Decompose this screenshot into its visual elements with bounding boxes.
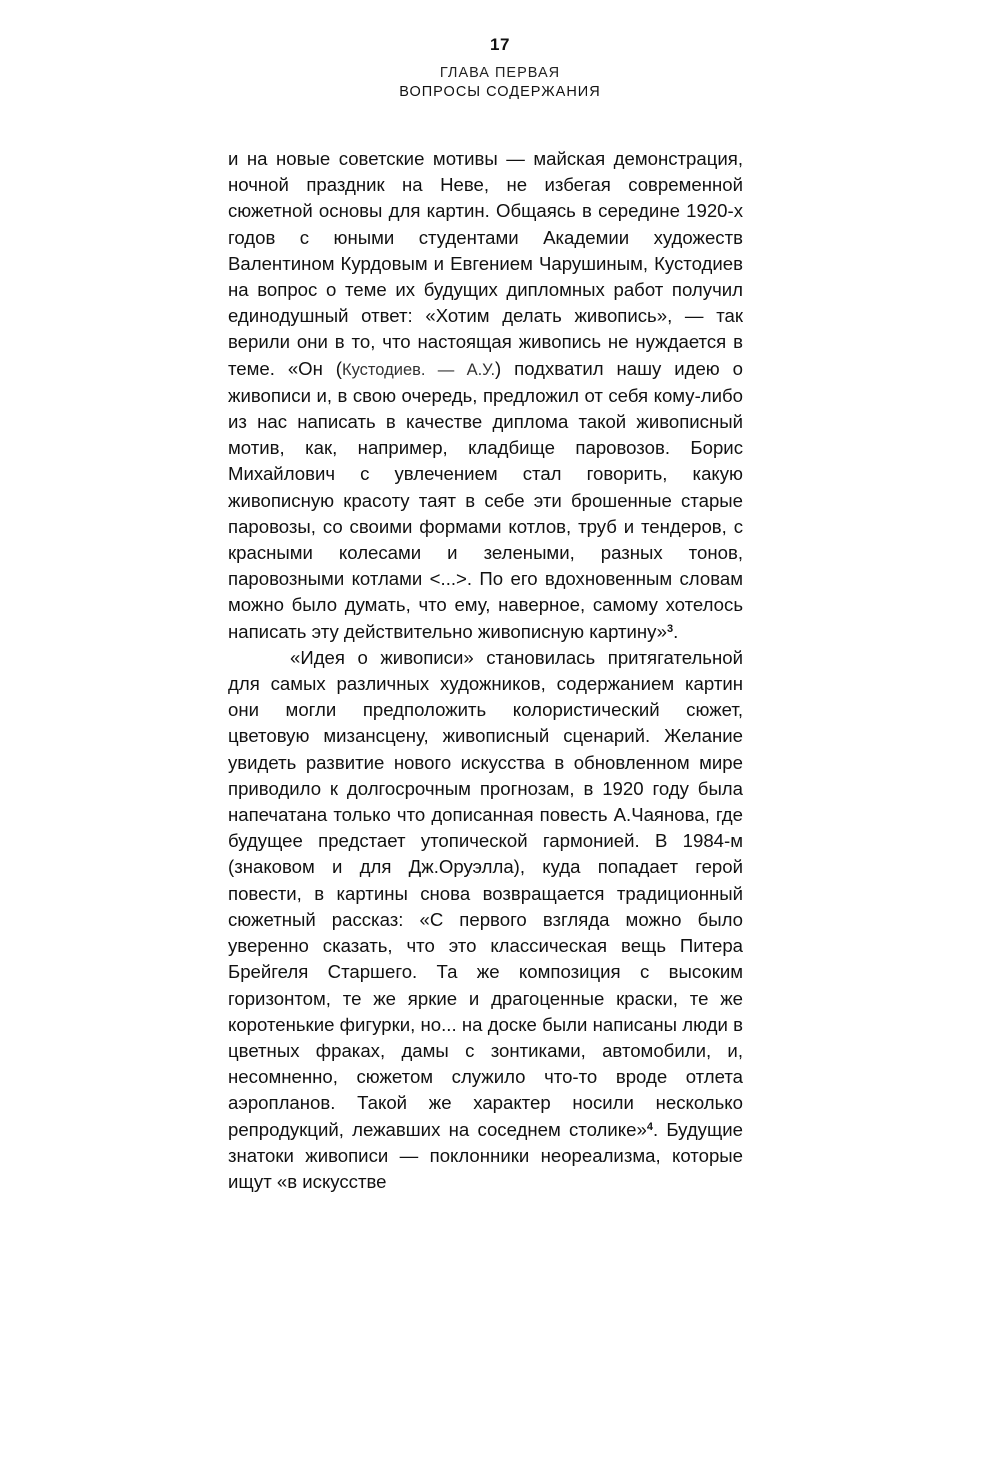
author-aside: Кустодиев. — А.У. [341,360,496,379]
paragraph-2-text-b: . Будущие знатоки живописи — поклонники неореализма, которые ищут «в искусстве [228,1118,743,1192]
paragraph-2-text-a: «Идея о живописи» становилась притягательной для самых различных художников, содержанием картин они могли предположить колористический сюжет, цветовую мизансцену, живописный сценарий. Желание увидеть развитие нового искусства в обновленном мире приводило к долгосрочным прогнозам, в 1920 году была напечатана только что дописанная повесть А.Чаянова, где будущее предстает утопической гармонией. В 1984-м (знаковом и для Дж.Оруэлла), куда попадает герой повести, в картины снова возвращается традиционный сюжетный рассказ: «С первого взгляда можно было уверенно сказать, что это классическая вещь Питера Брейгеля Старшего. Та же композиция с высоким горизонтом, те же яркие и драгоценные краски, те же коротенькие фигурки, но... на доске были написаны люди в цветных фраках, дамы с зонтиками, автомобили, и, несомненно, сюжетом служило что-то вроде отлета аэропланов. Такой же характер носили несколько репродукций, лежавших на соседнем столике» [228,646,743,1140]
chapter-label: ГЛАВА ПЕРВАЯ [439,65,561,81]
chapter-title: ВОПРОСЫ СОДЕРЖАНИЯ [399,84,601,100]
footnote-ref-4[interactable]: 4 [646,1120,653,1133]
paragraph-1-text-a: и на новые советские мотивы — майская демонстрация, ночной праздник на Неве, не избегая современной сюжетной основы для картин. Общаясь в середине 1920-х годов с юными студентами Академии художеств Валентином Курдовым и Евгением Чарушиным, Кустодиев на вопрос о теме их будущих дипломных работ получил единодушный ответ: «Хотим делать живопись», — так верили они в то, что настоящая живопись не нуждается в теме. «Он ( [228,148,743,379]
running-header [0,34,1000,102]
body-text [228,146,743,1195]
paragraph-2 [228,645,743,1195]
paragraph-1-text-b: ) подхватил нашу идею о живописи и, в свою очередь, предложил от себя кому-либо из нас написать в качестве диплома такой живописный мотив, как, например, кладбище паровозов. Борис Михайлович с увлечением стал говорить, какую живописную красоту таят в себе эти брошенные старые паровозы, со своими формами котлов, труб и тендеров, с красными колесами и зелеными, разных тонов, паровозными котлами <...>. По его вдохновенным словам можно было думать, что ему, наверное, самому хотелось написать эту действительно живописную картину» [228,357,743,642]
paragraph-1-end: . [673,620,679,642]
footnote-ref-3[interactable]: 3 [667,622,674,635]
paragraph-1 [228,146,743,645]
page-number: 17 [490,35,510,54]
